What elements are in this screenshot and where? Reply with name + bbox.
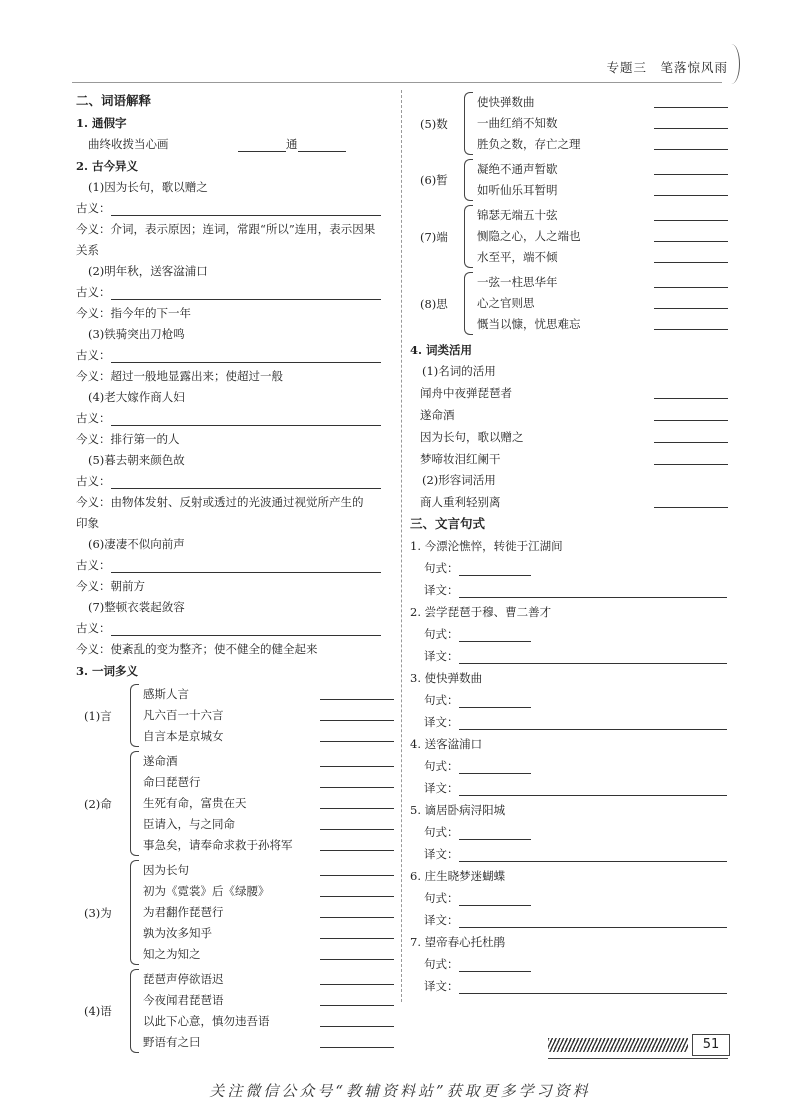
polysemy-item — [143, 1011, 394, 1032]
cilei-subtitle-noun: (1)名词的活用 — [422, 364, 496, 378]
answer-blank[interactable] — [320, 1016, 394, 1027]
polysemy-sentence: 锦瑟无端五十弦 — [477, 208, 558, 222]
column-divider — [401, 90, 402, 1002]
gjy-modern-meaning: 今义：由物体发射、反射或透过的光波通过视觉所产生的 — [76, 495, 364, 509]
translation-label: 译文： — [424, 913, 459, 927]
gjy-ancient-blank[interactable] — [111, 558, 381, 573]
pattern-row — [410, 689, 728, 711]
gjy-ancient-row — [76, 282, 394, 303]
polysemy-sentence: 生死有命，富贵在天 — [143, 796, 247, 810]
cilei-subtitle-adjective: (2)形容词活用 — [422, 473, 496, 487]
cilei-sentence: 闻舟中夜弹琵琶者 — [420, 386, 512, 400]
answer-blank[interactable] — [320, 865, 394, 876]
pattern-blank[interactable] — [459, 957, 531, 972]
polysemy-sentence: 慨当以慷，忧思难忘 — [477, 317, 581, 331]
answer-blank[interactable] — [320, 731, 394, 742]
pattern-blank[interactable] — [459, 825, 531, 840]
translation-label: 译文： — [424, 979, 459, 993]
answer-blank[interactable] — [320, 756, 394, 767]
answer-blank[interactable] — [654, 298, 728, 309]
brace-icon — [464, 159, 473, 201]
answer-blank[interactable] — [320, 710, 394, 721]
gjy-ancient-blank[interactable] — [111, 285, 381, 300]
tongjiazi-row — [76, 134, 394, 155]
section-title-sentence-patterns: 三、文言句式 — [410, 516, 486, 531]
gjy-ancient-row — [76, 408, 394, 429]
pattern-blank[interactable] — [459, 891, 531, 906]
gjy-question: (1)因为长句，歌以赠之 — [88, 180, 208, 194]
polysemy-item — [143, 793, 394, 814]
pattern-sentence: 7. 望帝春心托杜鹃 — [410, 935, 506, 949]
polysemy-sentence: 以此下心意，慎勿违吾语 — [143, 1014, 270, 1028]
polysemy-group-wei — [76, 860, 394, 965]
page-header-title: 专题三 笔落惊风雨 — [606, 60, 728, 75]
brace-icon — [464, 205, 473, 268]
gjy-question: (6)凄凄不似向前声 — [88, 537, 185, 551]
gjy-modern-meaning: 今义：指今年的下一年 — [76, 306, 191, 320]
polysemy-item — [477, 272, 728, 293]
answer-blank[interactable] — [654, 388, 728, 399]
tongjiazi-blank-2[interactable] — [298, 137, 346, 152]
answer-blank[interactable] — [320, 819, 394, 830]
gjy-ancient-blank[interactable] — [111, 348, 381, 363]
page-number: 51 — [692, 1034, 730, 1056]
gjy-ancient-row — [76, 618, 394, 639]
gjy-question: (7)整顿衣裳起敛容 — [88, 600, 185, 614]
gjy-ancient-blank[interactable] — [111, 474, 381, 489]
polysemy-item — [143, 902, 394, 923]
brace-icon — [130, 684, 139, 747]
answer-blank[interactable] — [320, 886, 394, 897]
gjy-ancient-label: 古义： — [76, 558, 111, 572]
subsection-title-yiciduoyi: 3. 一词多义 — [76, 664, 139, 678]
answer-blank[interactable] — [320, 995, 394, 1006]
translation-blank[interactable] — [459, 649, 727, 664]
pattern-label: 句式： — [424, 627, 459, 641]
brace-icon — [464, 92, 473, 155]
translation-row — [410, 711, 728, 733]
gjy-modern-meaning: 今义：超过一般地显露出来；使超过一般 — [76, 369, 283, 383]
right-column — [410, 90, 728, 997]
translation-label: 译文： — [424, 847, 459, 861]
polysemy-sentence: 使快弹数曲 — [477, 95, 535, 109]
footer-hatch-bar — [548, 1038, 688, 1052]
pattern-label: 句式： — [424, 759, 459, 773]
gjy-modern-meaning: 今义：朝前方 — [76, 579, 145, 593]
polysemy-item — [477, 293, 728, 314]
polysemy-item — [143, 772, 394, 793]
pattern-row — [410, 887, 728, 909]
gjy-ancient-blank[interactable] — [111, 411, 381, 426]
translation-blank[interactable] — [459, 913, 727, 928]
polysemy-sentence: 凝绝不通声暂歇 — [477, 162, 558, 176]
cilei-sentence: 梦啼妆泪红阑干 — [420, 452, 501, 466]
cilei-item — [410, 404, 728, 426]
translation-row — [410, 909, 728, 931]
translation-label: 译文： — [424, 583, 459, 597]
brace-icon — [464, 272, 473, 335]
pattern-sentence: 3. 使快弹数曲 — [410, 671, 483, 685]
polysemy-sentence: 臣请入，与之同命 — [143, 817, 235, 831]
answer-blank[interactable] — [320, 974, 394, 985]
polysemy-item — [143, 881, 394, 902]
polysemy-sentence: 命曰琵琶行 — [143, 775, 201, 789]
polysemy-head: (5)数 — [420, 116, 448, 131]
brace-icon — [130, 969, 139, 1053]
cilei-item — [410, 491, 728, 513]
gjy-ancient-blank[interactable] — [111, 621, 381, 636]
answer-blank[interactable] — [654, 118, 728, 129]
polysemy-sentence: 一弦一柱思华年 — [477, 275, 558, 289]
polysemy-sentence: 孰为汝多知乎 — [143, 926, 212, 940]
header-rule — [72, 82, 722, 83]
gjy-question: (2)明年秋，送客湓浦口 — [88, 264, 208, 278]
left-column — [76, 90, 394, 1057]
polysemy-group-ming — [76, 751, 394, 856]
polysemy-sentence: 自言本是京城女 — [143, 729, 224, 743]
subsection-title-tongjiazi: 1. 通假字 — [76, 116, 127, 130]
answer-blank[interactable] — [654, 277, 728, 288]
polysemy-head: (8)思 — [420, 296, 448, 311]
pattern-row — [410, 755, 728, 777]
pattern-sentence: 4. 送客湓浦口 — [410, 737, 483, 751]
answer-blank[interactable] — [320, 798, 394, 809]
answer-blank[interactable] — [654, 432, 728, 443]
answer-blank[interactable] — [320, 949, 394, 960]
polysemy-item — [143, 1032, 394, 1053]
translation-blank[interactable] — [459, 781, 727, 796]
answer-blank[interactable] — [654, 139, 728, 150]
polysemy-item — [477, 92, 728, 113]
polysemy-head: (6)暂 — [420, 173, 448, 187]
polysemy-sentence: 为君翻作琵琶行 — [143, 905, 224, 919]
polysemy-sentence: 事急矣，请奉命求救于孙将军 — [143, 838, 293, 852]
polysemy-item — [143, 860, 394, 881]
cilei-item — [410, 448, 728, 470]
polysemy-sentence: 野语有之曰 — [143, 1035, 201, 1049]
polysemy-group-shu — [410, 92, 728, 155]
footer-rule — [548, 1058, 728, 1059]
polysemy-item — [477, 205, 728, 226]
answer-blank[interactable] — [320, 777, 394, 788]
polysemy-head: (2)命 — [84, 796, 112, 811]
gjy-ancient-blank[interactable] — [111, 201, 381, 216]
answer-blank[interactable] — [654, 210, 728, 221]
gjy-ancient-row — [76, 198, 394, 219]
gjy-question: (5)暮去朝来颜色故 — [88, 453, 185, 467]
gjy-modern-meaning: 今义：使紊乱的变为整齐；使不健全的健全起来 — [76, 642, 318, 656]
cilei-sentence: 遂命酒 — [420, 408, 455, 422]
polysemy-item — [477, 247, 728, 268]
translation-blank[interactable] — [459, 715, 727, 730]
translation-row — [410, 645, 728, 667]
answer-blank[interactable] — [654, 252, 728, 263]
gjy-ancient-label: 古义： — [76, 474, 111, 488]
polysemy-item — [143, 835, 394, 856]
polysemy-sentence: 琵琶声停欲语迟 — [143, 972, 224, 986]
gjy-ancient-label: 古义： — [76, 411, 111, 425]
translation-row — [410, 579, 728, 601]
polysemy-group-si — [410, 272, 728, 335]
polysemy-sentence: 感斯人言 — [143, 687, 189, 701]
polysemy-head: (7)端 — [420, 229, 448, 244]
polysemy-item — [477, 180, 728, 201]
gjy-ancient-row — [76, 555, 394, 576]
polysemy-item — [477, 134, 728, 155]
polysemy-group-yu — [76, 969, 394, 1053]
polysemy-item — [143, 814, 394, 835]
pattern-label: 句式： — [424, 561, 459, 575]
pattern-blank[interactable] — [459, 693, 531, 708]
cilei-sentence: 商人重利轻别离 — [420, 495, 501, 509]
answer-blank[interactable] — [320, 840, 394, 851]
answer-blank[interactable] — [320, 689, 394, 700]
pattern-sentence: 5. 谪居卧病浔阳城 — [410, 803, 506, 817]
subsection-title-cileihuoyong: 4. 词类活用 — [410, 343, 473, 357]
answer-blank[interactable] — [654, 497, 728, 508]
cilei-item — [410, 426, 728, 448]
pattern-row — [410, 821, 728, 843]
gjy-ancient-label: 古义： — [76, 621, 111, 635]
pattern-row — [410, 953, 728, 975]
pattern-row — [410, 557, 728, 579]
cilei-item — [410, 382, 728, 404]
polysemy-sentence: 初为《霓裳》后《绿腰》 — [143, 884, 270, 898]
gjy-question: (4)老大嫁作商人妇 — [88, 390, 185, 404]
answer-blank[interactable] — [654, 231, 728, 242]
polysemy-item — [477, 159, 728, 180]
polysemy-item — [143, 705, 394, 726]
polysemy-sentence: 如听仙乐耳暂明 — [477, 183, 558, 197]
gjy-modern-meaning-cont: 印象 — [76, 516, 99, 530]
pattern-label: 句式： — [424, 693, 459, 707]
pattern-label: 句式： — [424, 825, 459, 839]
answer-blank[interactable] — [654, 410, 728, 421]
translation-label: 译文： — [424, 649, 459, 663]
brace-icon — [130, 860, 139, 965]
polysemy-item — [477, 226, 728, 247]
pattern-row — [410, 623, 728, 645]
answer-blank[interactable] — [654, 97, 728, 108]
polysemy-sentence: 一曲红绡不知数 — [477, 116, 558, 130]
gjy-ancient-row — [76, 345, 394, 366]
pattern-label: 句式： — [424, 957, 459, 971]
polysemy-item — [143, 969, 394, 990]
gjy-ancient-label: 古义： — [76, 285, 111, 299]
polysemy-sentence: 心之官则思 — [477, 296, 535, 310]
gjy-modern-meaning: 今义：介词，表示原因；连词，常跟“所以”连用，表示因果 — [76, 222, 376, 236]
pattern-blank[interactable] — [459, 759, 531, 774]
polysemy-head: (1)言 — [84, 708, 112, 723]
polysemy-sentence: 胜负之数，存亡之理 — [477, 137, 581, 151]
pattern-sentence: 2. 尝学琵琶于穆、曹二善才 — [410, 605, 552, 619]
polysemy-item — [143, 751, 394, 772]
translation-row — [410, 843, 728, 865]
polysemy-head: (3)为 — [84, 905, 112, 920]
tongjiazi-blank-1[interactable] — [238, 137, 286, 152]
polysemy-sentence: 今夜闻君琵琶语 — [143, 993, 224, 1007]
tongjiazi-tong: 通 — [286, 137, 298, 151]
gjy-modern-meaning-cont: 关系 — [76, 243, 99, 257]
pattern-blank[interactable] — [459, 627, 531, 642]
translation-row — [410, 975, 728, 997]
polysemy-sentence: 恻隐之心，人之端也 — [477, 229, 581, 243]
polysemy-item — [143, 923, 394, 944]
pattern-label: 句式： — [424, 891, 459, 905]
subsection-title-gujinyiyi: 2. 古今异义 — [76, 159, 139, 173]
polysemy-group-zan — [410, 159, 728, 201]
section-title-word-explanation: 二、词语解释 — [76, 93, 152, 108]
polysemy-item — [143, 944, 394, 965]
polysemy-sentence: 凡六百一十六言 — [143, 708, 224, 722]
translation-blank[interactable] — [459, 583, 727, 598]
answer-blank[interactable] — [654, 454, 728, 465]
gjy-ancient-row — [76, 471, 394, 492]
brace-icon — [130, 751, 139, 856]
polysemy-sentence: 因为长句 — [143, 863, 189, 877]
polysemy-group-yan — [76, 684, 394, 747]
translation-row — [410, 777, 728, 799]
tongjiazi-sentence: 曲终收拨当心画 — [88, 137, 169, 151]
polysemy-sentence: 水至平，端不倾 — [477, 250, 558, 264]
gjy-modern-meaning: 今义：排行第一的人 — [76, 432, 180, 446]
answer-blank[interactable] — [654, 319, 728, 330]
polysemy-item — [143, 726, 394, 747]
polysemy-sentence: 知之为知之 — [143, 947, 201, 961]
gjy-ancient-label: 古义： — [76, 348, 111, 362]
polysemy-item — [477, 113, 728, 134]
pattern-sentence: 6. 庄生晓梦迷蝴蝶 — [410, 869, 506, 883]
translation-blank[interactable] — [459, 847, 727, 862]
translation-label: 译文： — [424, 715, 459, 729]
answer-blank[interactable] — [654, 164, 728, 175]
gjy-question: (3)铁骑突出刀枪鸣 — [88, 327, 185, 341]
cilei-sentence: 因为长句，歌以赠之 — [420, 430, 524, 444]
translation-blank[interactable] — [459, 979, 727, 994]
translation-label: 译文： — [424, 781, 459, 795]
gjy-ancient-label: 古义： — [76, 201, 111, 215]
answer-blank[interactable] — [654, 185, 728, 196]
pattern-sentence: 1. 今漂沦憔悴，转徙于江湖间 — [410, 539, 563, 553]
footer-note: 关注微信公众号“教辅资料站”获取更多学习资料 — [209, 1082, 591, 1100]
polysemy-group-duan — [410, 205, 728, 268]
answer-blank[interactable] — [320, 907, 394, 918]
answer-blank[interactable] — [320, 1037, 394, 1048]
answer-blank[interactable] — [320, 928, 394, 939]
polysemy-item — [143, 684, 394, 705]
polysemy-head: (4)语 — [84, 1004, 112, 1018]
polysemy-item — [143, 990, 394, 1011]
pattern-blank[interactable] — [459, 561, 531, 576]
polysemy-sentence: 遂命酒 — [143, 754, 178, 768]
polysemy-item — [477, 314, 728, 335]
